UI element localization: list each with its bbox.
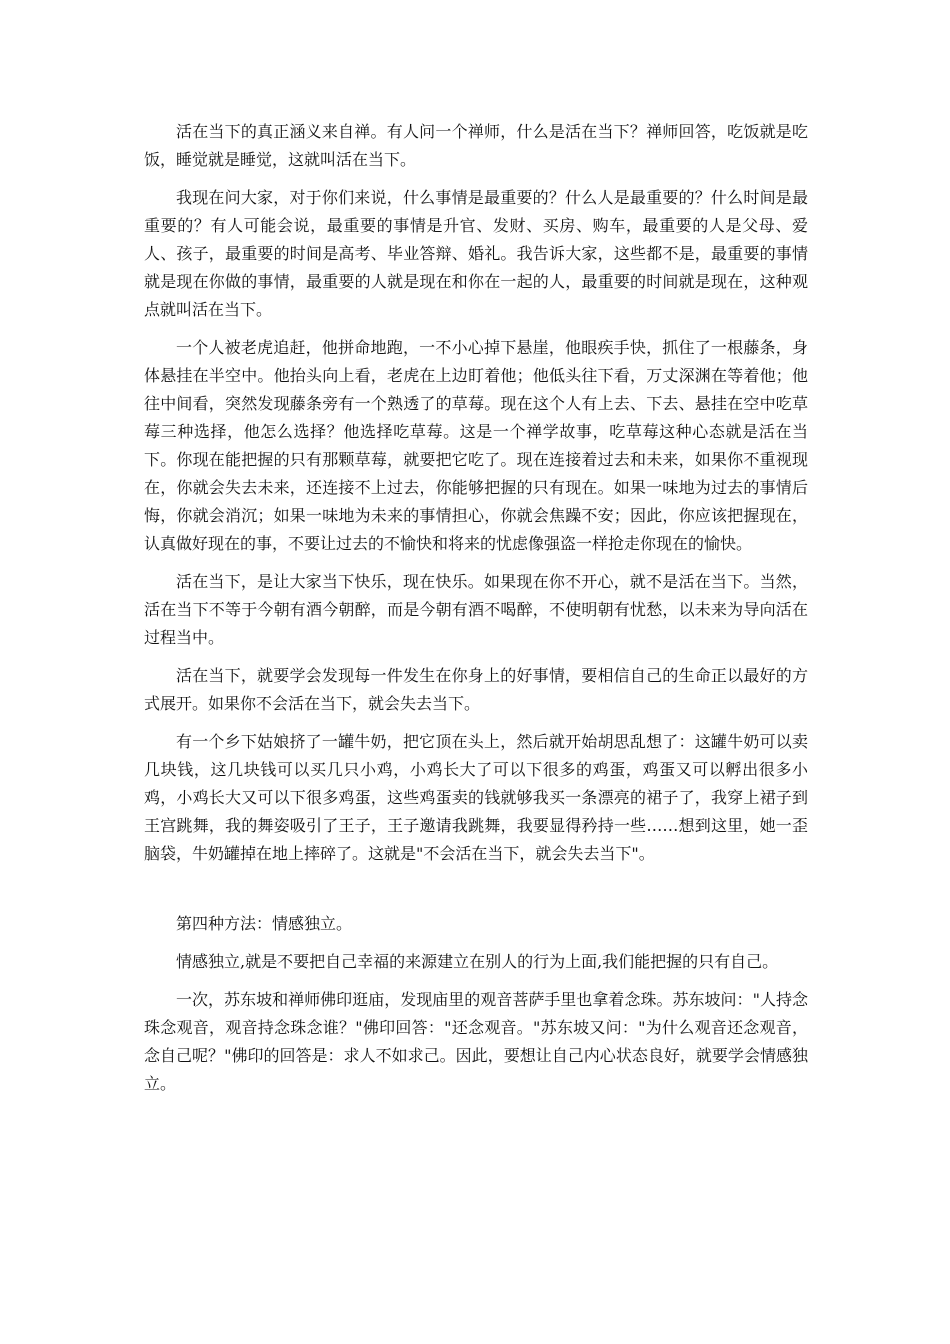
paragraph-be-happy-now: 活在当下，是让大家当下快乐，现在快乐。如果现在你不开心，就不是活在当下。当然，活在当下不等于今朝有酒今朝醉，而是今朝有酒不喝醉，不使明朝有忧愁，以未来为导向活在过程当中。 (144, 572, 808, 647)
paragraph-tiger-strawberry: 一个人被老虎追赶，他拼命地跑，一不小心掉下悬崖，他眼疾手快，抓住了一根藤条，身体悬挂在半空中。他抬头向上看，老虎在上边盯着他；他低头往下看，万丈深渊在等着他；他往中间看，突然发现藤条旁有一个熟透了的草莓。现在这个人有上去、下去、悬挂在空中吃草莓三种选择，他怎么选择？他选择吃草莓。这是一个禅学故事，吃草莓这种心态就是活在当下。你现在能把握的只有那颗草莓，就要把它吃了。现在连接着过去和未来，如果你不重视现在，你就会失去未来，还连接不上过去，你能够把握的只有现在。如果一味地为过去的事情后悔，你就会消沉；如果一味地为未来的事情担心，你就会焦躁不安；因此，你应该把握现在，认真做好现在的事，不要让过去的不愉快和将来的忧虑像强盗一样抢走你现在的愉快。 (144, 338, 808, 553)
paragraph-most-important: 我现在问大家，对于你们来说，什么事情是最重要的？什么人是最重要的？什么时间是最重要的？有人可能会说，最重要的事情是升官、发财、买房、购车，最重要的人是父母、爱人、孩子，最重要的时间是高考、毕业答辩、婚礼。我告诉大家，这些都不是，最重要的事情就是现在你做的事情，最重要的人就是现在和你在一起的人，最重要的时间就是现在，这种观点就叫活在当下。 (144, 188, 808, 319)
paragraph-zen-meaning: 活在当下的真正涵义来自禅。有人问一个禅师，什么是活在当下？禅师回答，吃饭就是吃饭，睡觉就是睡觉，这就叫活在当下。 (144, 122, 808, 169)
document-body (144, 118, 808, 1108)
paragraph-discover-good: 活在当下，就要学会发现每一件发生在你身上的好事情，要相信自己的生命正以最好的方式展开。如果你不会活在当下，就会失去当下。 (144, 666, 808, 713)
paragraph-su-dongpo: 一次，苏东坡和禅师佛印逛庙，发现庙里的观音菩萨手里也拿着念珠。苏东坡问："人持念珠念观音，观音持念珠念谁？"佛印回答："还念观音。"苏东坡又问："为什么观音还念观音，念自己呢？"佛印的回答是：求人不如求己。因此，要想让自己内心状态良好，就要学会情感独立。 (144, 990, 808, 1093)
section-heading-method-four: 第四种方法：情感独立。 (176, 914, 353, 933)
paragraph-emotional-independence: 情感独立,就是不要把自己幸福的来源建立在别人的行为上面,我们能把握的只有自己。 (176, 952, 779, 971)
paragraph-milk-girl: 有一个乡下姑娘挤了一罐牛奶，把它顶在头上，然后就开始胡思乱想了：这罐牛奶可以卖几块钱，这几块钱可以买几只小鸡，小鸡长大了可以下很多的鸡蛋，鸡蛋又可以孵出很多小鸡，小鸡长大又可以下很多鸡蛋，这些鸡蛋卖的钱就够我买一条漂亮的裙子了，我穿上裙子到王宫跳舞，我的舞姿吸引了王子，王子邀请我跳舞，我要显得矜持一些……想到这里，她一歪脑袋，牛奶罐掉在地上摔碎了。这就是"不会活在当下，就会失去当下"。 (144, 732, 808, 863)
